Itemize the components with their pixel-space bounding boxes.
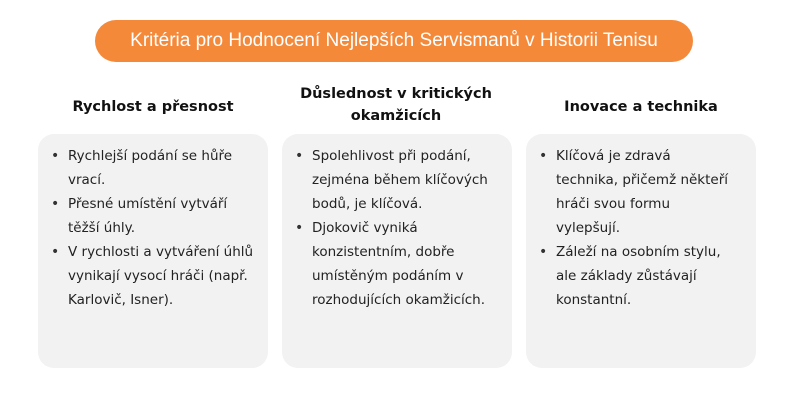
title-banner xyxy=(95,20,693,62)
card-consistency xyxy=(282,134,512,368)
bullet-item: • Přesné umístění vytváří těžší úhly. xyxy=(68,192,254,240)
card-speed-precision xyxy=(38,134,268,368)
title-text: Kritéria pro Hodnocení Nejlepších Servismanů v Historii Tenisu xyxy=(130,30,658,51)
bullet-list xyxy=(282,134,512,312)
bullet-list xyxy=(526,134,756,312)
bullet-item: • Spolehlivost při podání, zejména během klíčových bodů, je klíčová. xyxy=(312,144,498,216)
bullet-item: • Klíčová je zdravá technika, přičemž někteří hráči svou formu vylepšují. xyxy=(556,144,734,240)
bullet-item: • V rychlosti a vytváření úhlů vynikají vysocí hráči (např. Karlovič, Isner). xyxy=(68,240,254,312)
card-innovation xyxy=(526,134,756,368)
bullet-item: • Djokovič vyniká konzistentním, dobře umístěným podáním v rozhodujících okamžicích. xyxy=(312,216,498,312)
bullet-list xyxy=(38,134,268,312)
column-heading-speed-precision: Rychlost a přesnost xyxy=(72,99,234,115)
column-heading-consistency: Důslednost v kritických okamžicích xyxy=(300,86,492,124)
column-heading-innovation: Inovace a technika xyxy=(564,99,718,115)
bullet-item: • Záleží na osobním stylu, ale základy zůstávají konstantní. xyxy=(556,240,734,312)
bullet-item: • Rychlejší podání se hůře vrací. xyxy=(68,144,254,192)
